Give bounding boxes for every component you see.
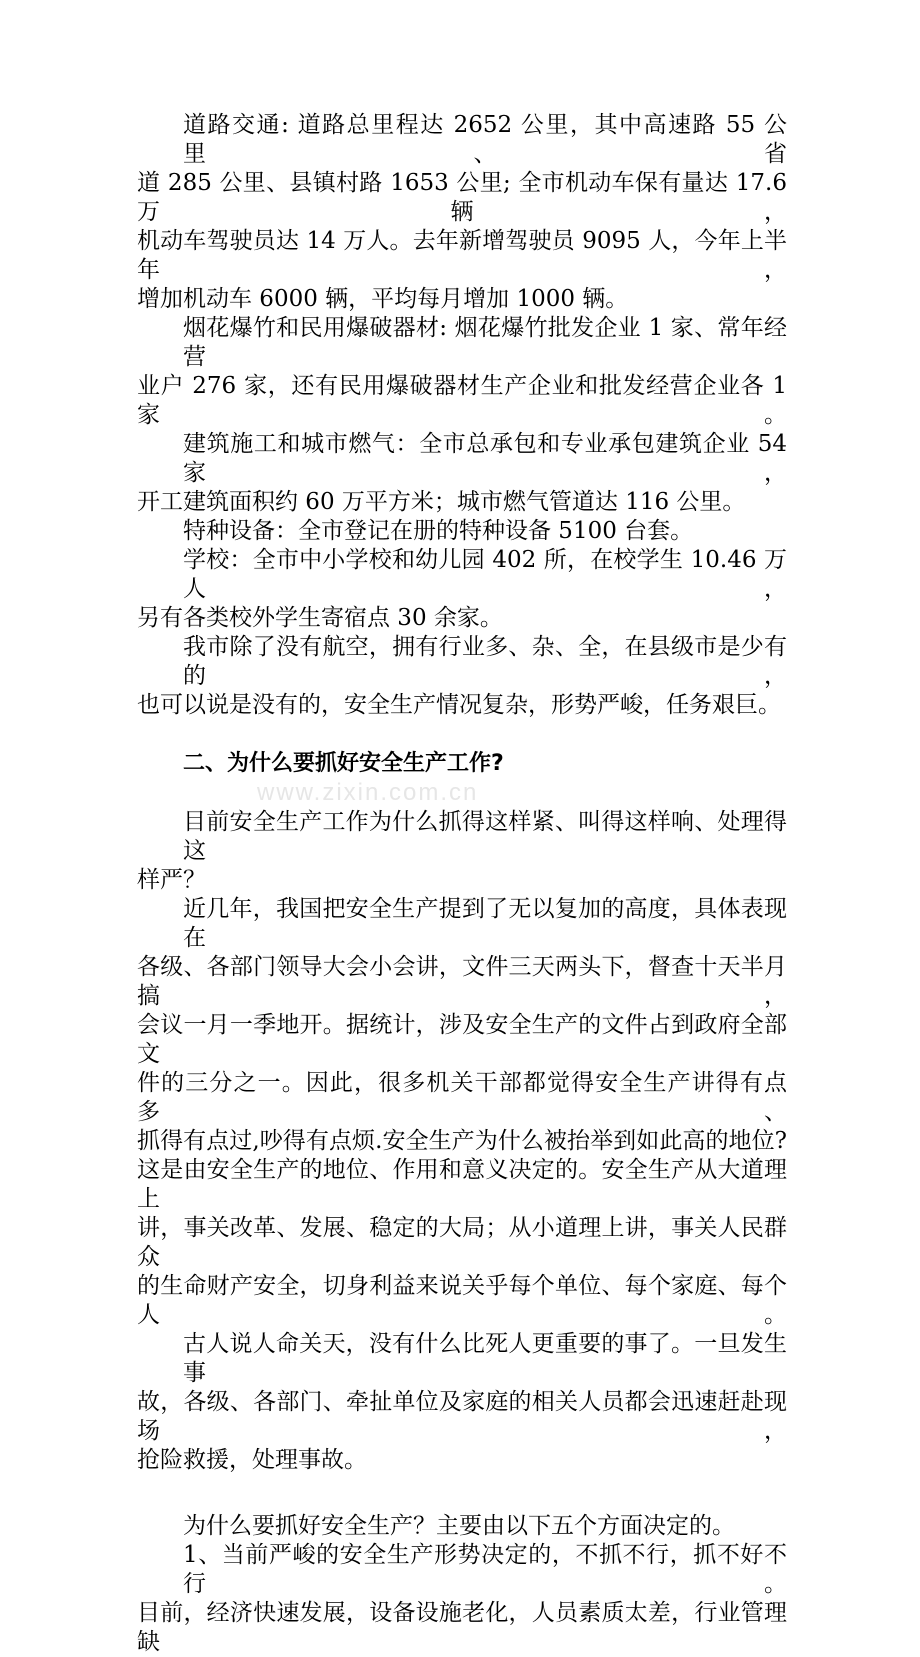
text-line: 另有各类校外学生寄宿点 30 余家。 <box>137 605 503 631</box>
text-line: 增加机动车 6000 辆，平均每月增加 1000 辆。 <box>137 286 629 312</box>
text-line: 目前安全生产工作为什么抓得这样紧、叫得这样响、处理得这 <box>183 809 787 864</box>
text-line: 会议一月一季地开。据统计，涉及安全生产的文件占到政府全部文 <box>137 1012 787 1067</box>
text-line: 学校：全市中小学校和幼儿园 402 所，在校学生 10.46 万人， <box>183 547 787 602</box>
text-line: 也可以说是没有的，安全生产情况复杂，形势严峻，任务艰巨。 <box>137 692 781 718</box>
text-line: 机动车驾驶员达 14 万人。去年新增驾驶员 9095 人，今年上半年， <box>137 228 787 283</box>
text-line: 这是由安全生产的地位、作用和意义决定的。安全生产从大道理上 <box>137 1157 787 1212</box>
spacer <box>137 1475 787 1512</box>
text-line: 特种设备：全市登记在册的特种设备 5100 台套。 <box>183 518 694 544</box>
text-line: 1、当前严峻的安全生产形势决定的，不抓不行，抓不好不行。 <box>183 1542 787 1597</box>
text-line: 讲，事关改革、发展、稳定的大局；从小道理上讲，事关人民群众 <box>137 1215 787 1270</box>
text-line: 我市除了没有航空，拥有行业多、杂、全，在县级市是少有的， <box>183 634 787 689</box>
text-line: 为什么要抓好安全生产？主要由以下五个方面决定的。 <box>183 1513 735 1539</box>
section-heading: 二、为什么要抓好安全生产工作? <box>183 751 504 776</box>
watermark: www.zixin.com.cn <box>257 779 479 806</box>
text-line: 目前，经济快速发展，设备设施老化，人员素质太差，行业管理缺 <box>137 1600 787 1655</box>
text-line: 件的三分之一。因此，很多机关干部都觉得安全生产讲得有点多、 <box>137 1070 787 1125</box>
text-line: 建筑施工和城市燃气：全市总承包和专业承包建筑企业 54 家， <box>183 431 787 486</box>
text-line: 古人说人命关天，没有什么比死人更重要的事了。一旦发生事 <box>183 1331 787 1386</box>
text-line: 道路交通: 道路总里程达 2652 公里，其中高速路 55 公里、省 <box>183 112 787 167</box>
text-line: 烟花爆竹和民用爆破器材: 烟花爆竹批发企业 1 家、常年经营 <box>183 315 787 370</box>
text-line: 抓得有点过,吵得有点烦.安全生产为什么被抬举到如此高的地位? <box>137 1128 787 1154</box>
text-line: 样严？ <box>137 867 206 893</box>
text-line: 故，各级、各部门、牵扯单位及家庭的相关人员都会迅速赶赴现场， <box>137 1389 787 1444</box>
text-line: 的生命财产安全，切身利益来说关乎每个单位、每个家庭、每个人。 <box>137 1273 787 1328</box>
document-page <box>137 0 787 1657</box>
text-line: 业户 276 家，还有民用爆破器材生产企业和批发经营企业各 1 家。 <box>137 373 787 428</box>
spacer <box>137 720 787 749</box>
text-line: 道 285 公里、县镇村路 1653 公里; 全市机动车保有量达 17.6 万辆， <box>137 170 787 225</box>
text-line: 抢险救援，处理事故。 <box>137 1447 367 1473</box>
text-line: 近几年，我国把安全生产提到了无以复加的高度，具体表现在 <box>183 896 787 951</box>
text-line: 开工建筑面积约 60 万平方米；城市燃气管道达 116 公里。 <box>137 489 746 515</box>
text-line: 各级、各部门领导大会小会讲，文件三天两头下，督查十天半月搞， <box>137 954 787 1009</box>
